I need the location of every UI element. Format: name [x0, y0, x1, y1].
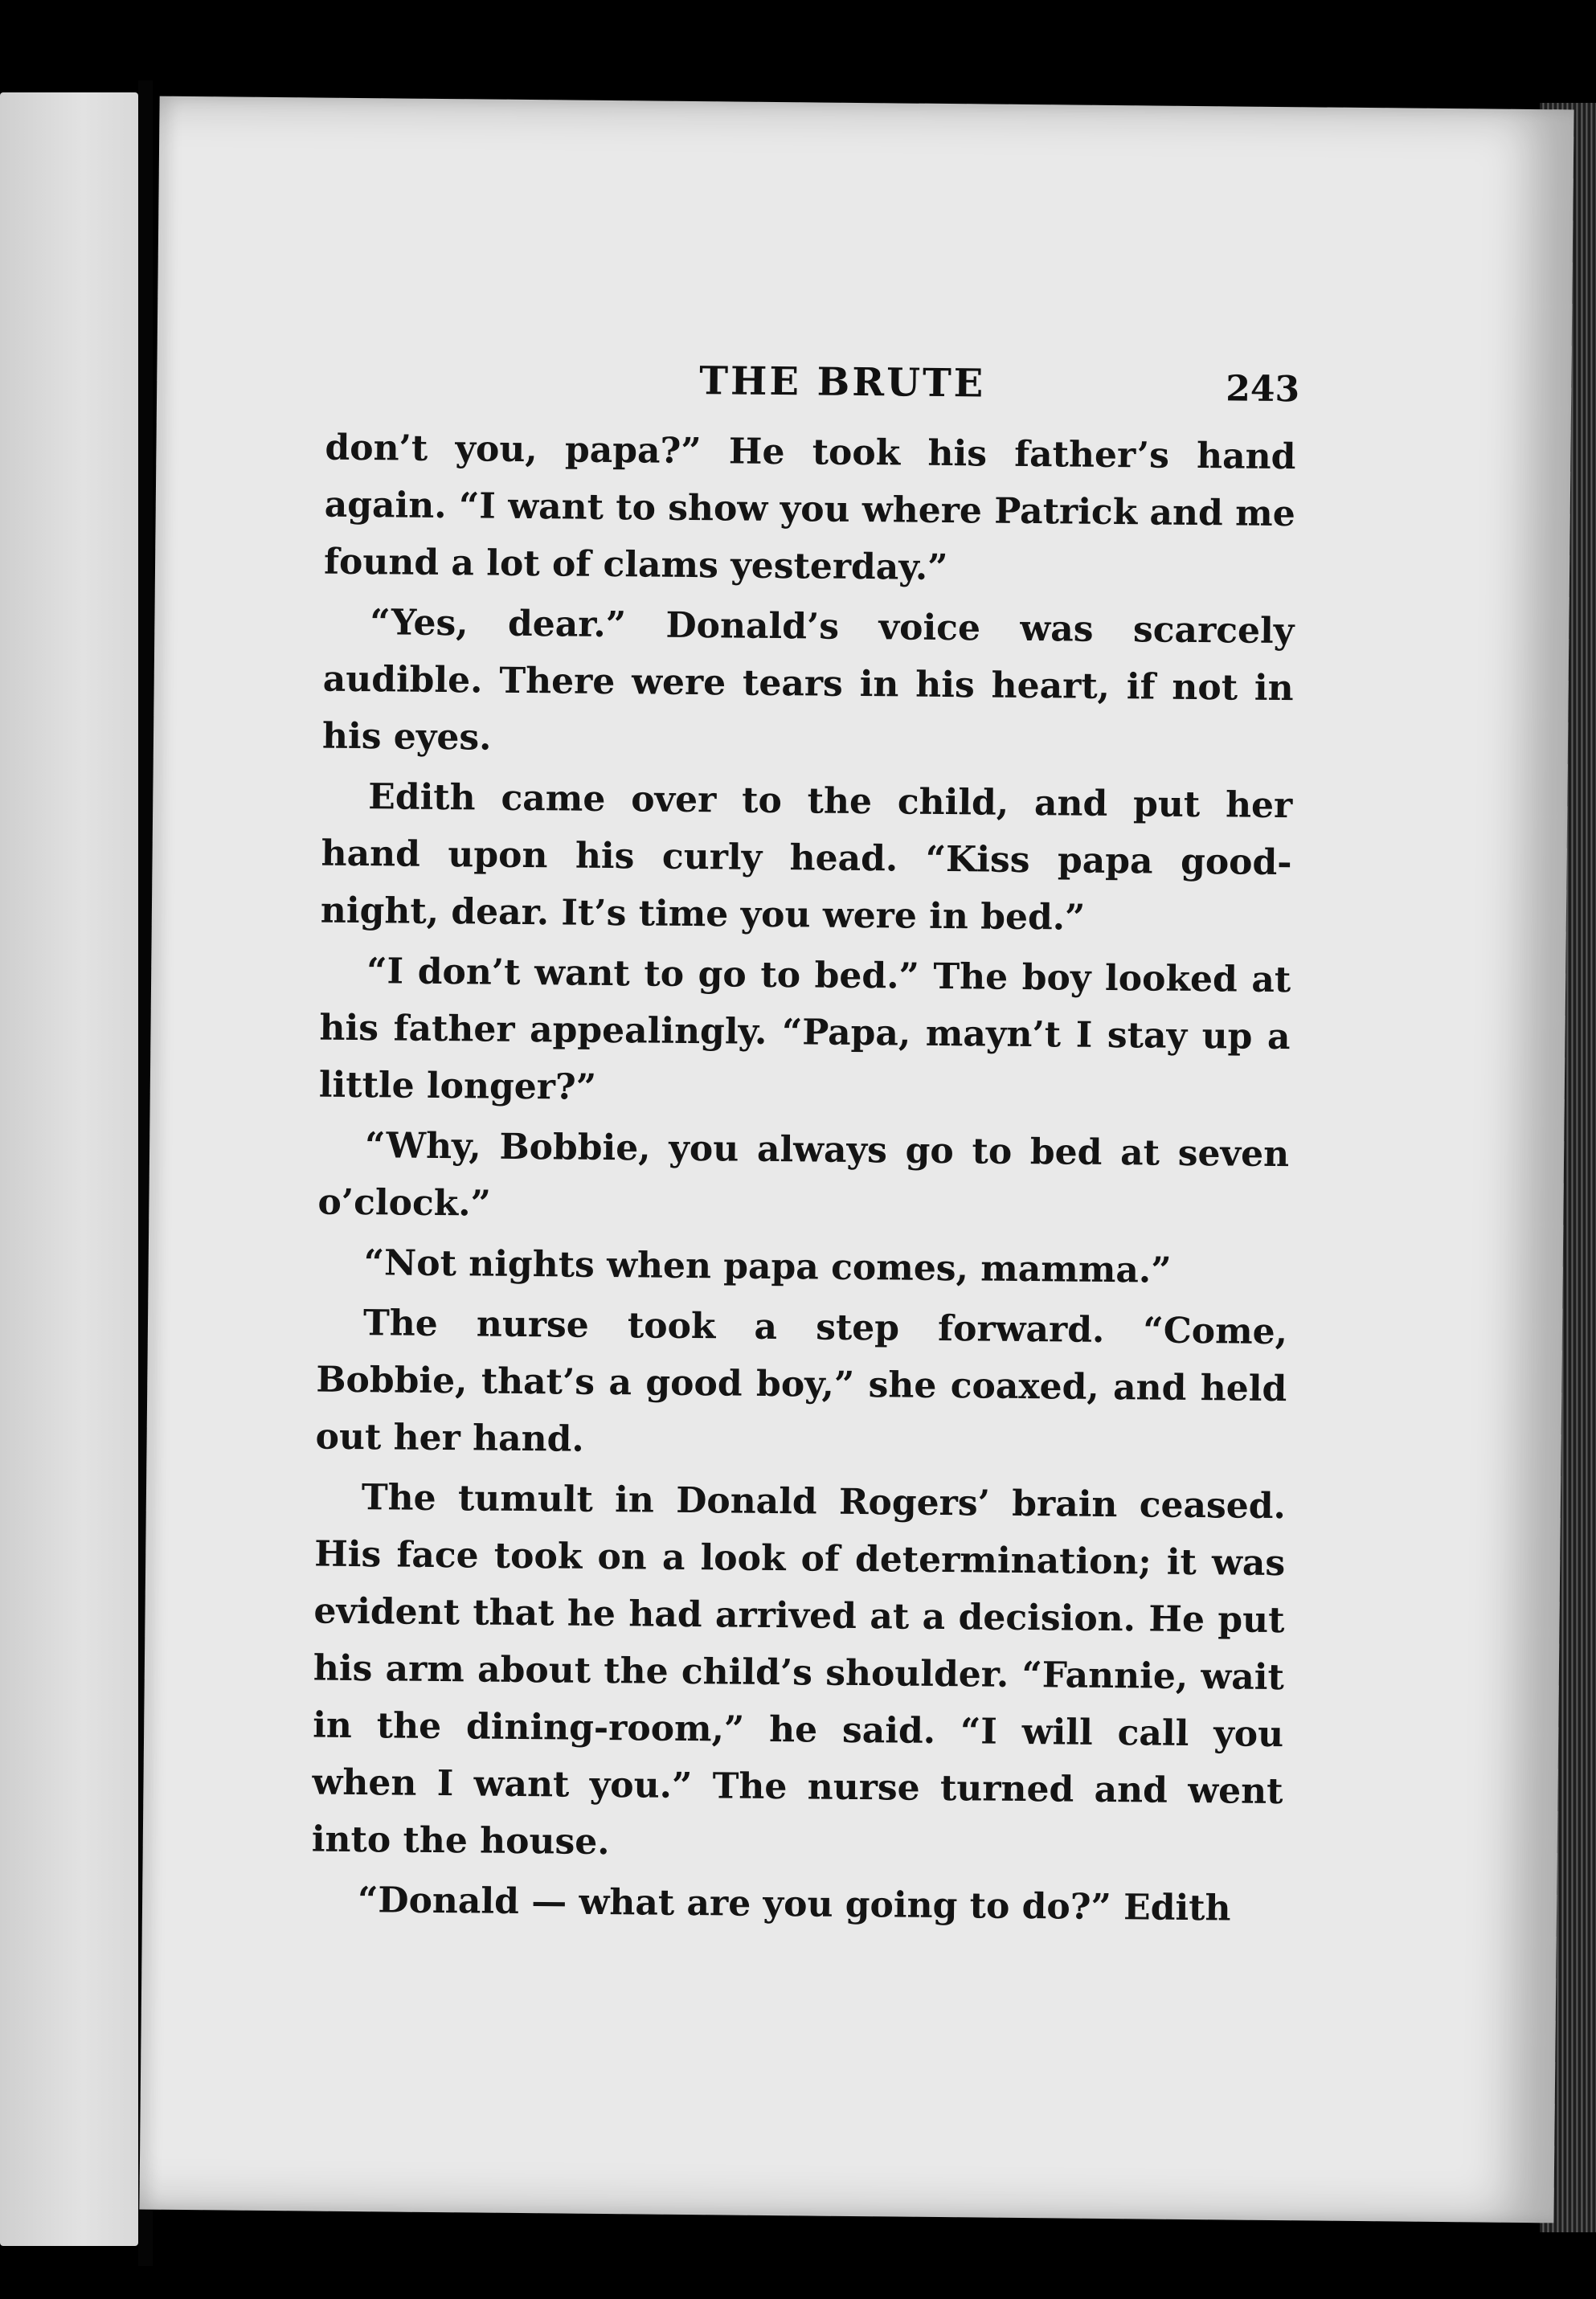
paragraph: The tumult in Donald Rogers’ brain ceased. His face took on a look of determination; it was evident that he had arrived at a decision. He put his arm about the child’s shoulder. “Fannie, wait in the dining-room,” he said. “I will call you when I want you.” The nurse turned and went into the house.	[311, 1477, 1287, 1863]
paragraph: Edith came over to the child, and put her hand upon his curly head. “Kiss papa good-night, dear. It’s time you were in bed.”	[320, 776, 1293, 939]
book-title: THE BRUTE	[699, 358, 986, 407]
paragraph: “Yes, dear.” Donald’s voice was scarcely audible. There were tears in his heart, if not in his eyes.	[321, 602, 1295, 759]
book-page	[139, 96, 1573, 2223]
page-number: 243	[1225, 368, 1300, 411]
facing-page-edge	[0, 92, 138, 2246]
paragraph: “Not nights when papa comes, mamma.”	[363, 1242, 1172, 1291]
paragraph: “Donald — what are you going to do?” Edith	[357, 1880, 1231, 1929]
paragraph: “I don’t want to go to bed.” The boy looked at his father appealingly. “Papa, mayn’t I stay up a little longer?”	[318, 951, 1291, 1108]
paragraph: “Why, Bobbie, you always go to bed at seven o’clock.”	[317, 1125, 1290, 1225]
paragraph: don’t you, papa?” He took his father’s hand again. “I want to show you where Patrick and me found a lot of clams yesterday.”	[323, 427, 1296, 589]
body-text	[311, 419, 1296, 1941]
paragraph: The nurse took a step forward. “Come, Bobbie, that’s a good boy,” she coaxed, and held out her hand.	[315, 1303, 1288, 1460]
